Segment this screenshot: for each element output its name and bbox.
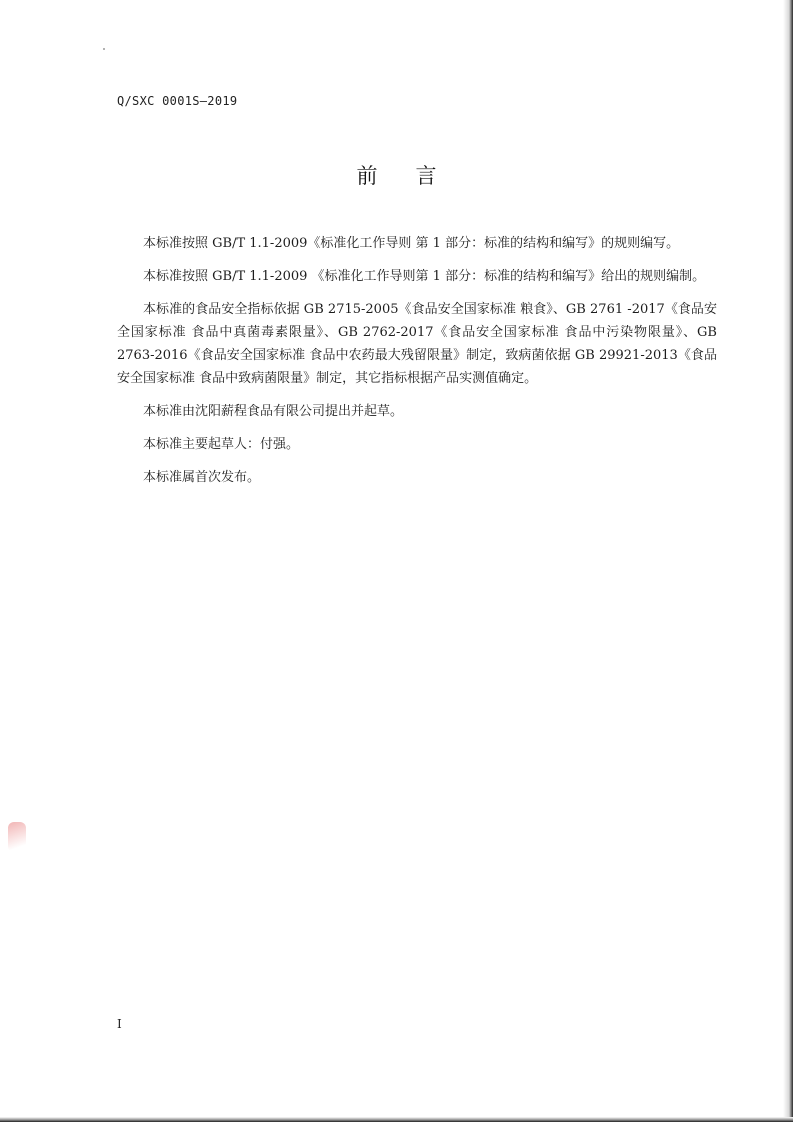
scan-edge-bottom bbox=[0, 1117, 793, 1122]
scan-stain bbox=[8, 822, 26, 852]
document-code: Q/SXC 0001S—2019 bbox=[117, 94, 238, 108]
paragraph-first-release: 本标准属首次发布。 bbox=[143, 470, 261, 485]
paragraph-compilation-rules: 本标准按照 GB/T 1.1-2009 《标准化工作导则第 1 部分：标准的结构和编写》给出的规则编制。 bbox=[143, 269, 706, 284]
scan-speck bbox=[103, 48, 105, 50]
paragraph-drafting-company: 本标准由沈阳薪程食品有限公司提出并起草。 bbox=[143, 404, 404, 419]
scan-edge-right bbox=[783, 0, 793, 1122]
foreword-body bbox=[117, 232, 717, 499]
page-number: I bbox=[117, 1017, 122, 1031]
paragraph-writing-rules: 本标准按照 GB/T 1.1-2009《标准化工作导则 第 1 部分：标准的结构和编写》的规则编写。 bbox=[143, 236, 680, 251]
page-title: 前言 bbox=[356, 164, 475, 188]
paragraph-main-drafter: 本标准主要起草人：付强。 bbox=[143, 437, 300, 452]
paragraph-safety-indicators: 本标准的食品安全指标依据 GB 2715-2005《食品安全国家标准 粮食》、GB 2761 -2017《食品安全国家标准 食品中真菌毒素限量》、GB 2762-2017《食品安全国家标准 食品中污染物限量》、GB 2763-2016《食品安全国家标准 食品中农药最大残留限量》制定，致病菌依据 GB 29921-2013《食品安全国家标准 食品中致病菌限量》制定，其它指标根据产品实测值确定。 bbox=[117, 302, 717, 386]
